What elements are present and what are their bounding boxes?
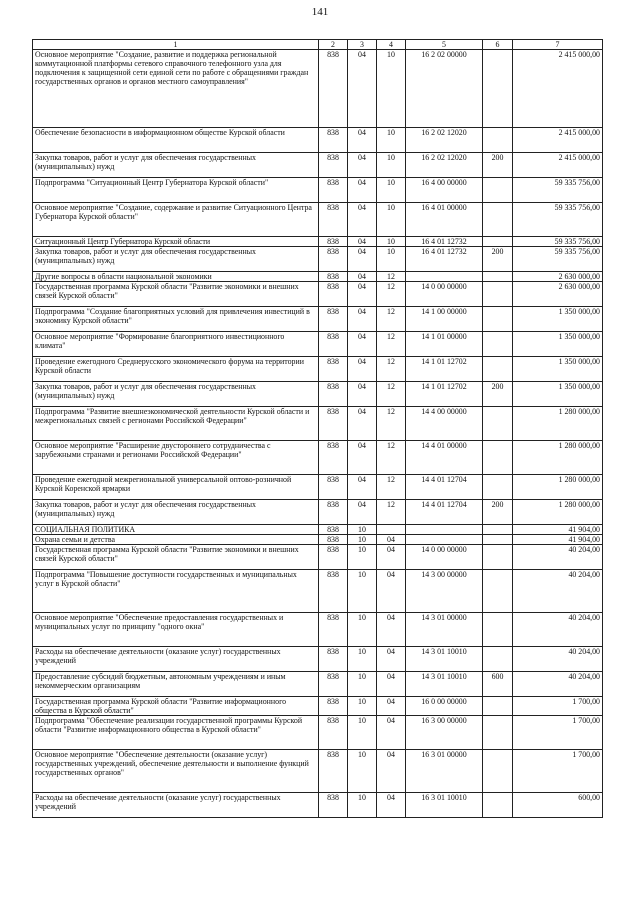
table-row: [33, 716, 603, 750]
target-article-code: 14 1 01 12702: [406, 357, 483, 382]
subsection-code: 10: [377, 203, 406, 237]
expense-type-code: [483, 272, 513, 282]
expense-type-code: [483, 128, 513, 153]
column-header-6: 6: [483, 40, 513, 50]
amount: 40 204,00: [513, 647, 603, 672]
expense-type-code: 200: [483, 247, 513, 272]
table-row: [33, 407, 603, 441]
column-header-1: 1: [33, 40, 319, 50]
section-code: 04: [348, 407, 377, 441]
subsection-code: 12: [377, 282, 406, 307]
ministry-code: 838: [319, 441, 348, 475]
expense-type-code: [483, 237, 513, 247]
subsection-code: 04: [377, 570, 406, 613]
item-name: Закупка товаров, работ и услуг для обеспечения государственных (муниципальных) нужд: [33, 153, 319, 178]
target-article-code: 14 1 00 00000: [406, 307, 483, 332]
item-name: Подпрограмма "Обеспечение реализации государственной программы Курской области "Развитие информационного общества в Курской области": [33, 716, 319, 750]
item-name: Государственная программа Курской области "Развитие информационного общества в Курской области": [33, 697, 319, 716]
table-row: [33, 535, 603, 545]
ministry-code: 838: [319, 613, 348, 647]
ministry-code: 838: [319, 525, 348, 535]
amount: 2 415 000,00: [513, 153, 603, 178]
table-row: [33, 697, 603, 716]
table-row: [33, 153, 603, 178]
section-code: 04: [348, 178, 377, 203]
item-name: Подпрограмма "Развитие внешнеэкономической деятельности Курской области и межрегиональных связей с регионами Российской Федерации": [33, 407, 319, 441]
section-code: 10: [348, 570, 377, 613]
subsection-code: 12: [377, 475, 406, 500]
ministry-code: 838: [319, 500, 348, 525]
expense-type-code: [483, 647, 513, 672]
target-article-code: 14 0 00 00000: [406, 545, 483, 570]
table-row: [33, 178, 603, 203]
subsection-code: 10: [377, 237, 406, 247]
item-name: Основное мероприятие "Обеспечение деятельности (оказание услуг) государственных учреждений, обеспечение деятельности и выполнение функций государственных органов": [33, 750, 319, 793]
subsection-code: 12: [377, 407, 406, 441]
column-header-4: 4: [377, 40, 406, 50]
subsection-code: 04: [377, 716, 406, 750]
target-article-code: 14 1 01 00000: [406, 332, 483, 357]
item-name: Охрана семьи и детства: [33, 535, 319, 545]
item-name: СОЦИАЛЬНАЯ ПОЛИТИКА: [33, 525, 319, 535]
expense-type-code: [483, 282, 513, 307]
section-code: 04: [348, 128, 377, 153]
item-name: Закупка товаров, работ и услуг для обеспечения государственных (муниципальных) нужд: [33, 500, 319, 525]
target-article-code: 14 1 01 12702: [406, 382, 483, 407]
section-code: 04: [348, 475, 377, 500]
table-row: [33, 203, 603, 237]
amount: 1 350 000,00: [513, 357, 603, 382]
section-code: 04: [348, 500, 377, 525]
amount: 40 204,00: [513, 545, 603, 570]
expense-type-code: 200: [483, 382, 513, 407]
ministry-code: 838: [319, 247, 348, 272]
section-code: 10: [348, 525, 377, 535]
ministry-code: 838: [319, 793, 348, 818]
page-number: 141: [311, 6, 329, 18]
subsection-code: 10: [377, 153, 406, 178]
target-article-code: 16 4 01 12732: [406, 247, 483, 272]
item-name: Подпрограмма "Ситуационный Центр Губернатора Курской области": [33, 178, 319, 203]
item-name: Расходы на обеспечение деятельности (оказание услуг) государственных учреждений: [33, 647, 319, 672]
item-name: Подпрограмма "Создание благоприятных условий для привлечения инвестиций в экономику Курской области": [33, 307, 319, 332]
amount: 1 280 000,00: [513, 441, 603, 475]
subsection-code: 12: [377, 272, 406, 282]
expense-type-code: 600: [483, 672, 513, 697]
ministry-code: 838: [319, 535, 348, 545]
target-article-code: 14 4 00 00000: [406, 407, 483, 441]
section-code: 10: [348, 672, 377, 697]
amount: 40 204,00: [513, 570, 603, 613]
expense-type-code: 200: [483, 153, 513, 178]
item-name: Предоставление субсидий бюджетным, автономным учреждениям и иным некоммерческим организациям: [33, 672, 319, 697]
table-row: [33, 307, 603, 332]
item-name: Основное мероприятие "Расширение двустороннего сотрудничества с зарубежными странами и регионами Российской Федерации": [33, 441, 319, 475]
target-article-code: 16 3 00 00000: [406, 716, 483, 750]
amount: 1 700,00: [513, 750, 603, 793]
section-code: 04: [348, 332, 377, 357]
ministry-code: 838: [319, 545, 348, 570]
column-header-5: 5: [406, 40, 483, 50]
ministry-code: 838: [319, 382, 348, 407]
target-article-code: 16 2 02 12020: [406, 153, 483, 178]
section-code: 04: [348, 50, 377, 128]
amount: 1 700,00: [513, 716, 603, 750]
subsection-code: 10: [377, 50, 406, 128]
subsection-code: 12: [377, 332, 406, 357]
table-row: [33, 750, 603, 793]
target-article-code: 14 3 01 10010: [406, 647, 483, 672]
amount: 59 335 756,00: [513, 203, 603, 237]
amount: 1 350 000,00: [513, 307, 603, 332]
section-code: 04: [348, 357, 377, 382]
ministry-code: 838: [319, 203, 348, 237]
ministry-code: 838: [319, 672, 348, 697]
subsection-code: 12: [377, 357, 406, 382]
ministry-code: 838: [319, 128, 348, 153]
ministry-code: 838: [319, 332, 348, 357]
item-name: Ситуационный Центр Губернатора Курской области: [33, 237, 319, 247]
column-header-7: 7: [513, 40, 603, 50]
target-article-code: 16 0 00 00000: [406, 697, 483, 716]
subsection-code: 04: [377, 545, 406, 570]
expense-type-code: [483, 475, 513, 500]
expense-type-code: [483, 613, 513, 647]
target-article-code: 14 4 01 12704: [406, 475, 483, 500]
target-article-code: 16 4 01 00000: [406, 203, 483, 237]
item-name: Проведение ежегодного Среднерусского экономического форума на территории Курской области: [33, 357, 319, 382]
subsection-code: 12: [377, 441, 406, 475]
table-row: [33, 647, 603, 672]
column-header-2: 2: [319, 40, 348, 50]
ministry-code: 838: [319, 357, 348, 382]
target-article-code: [406, 535, 483, 545]
target-article-code: [406, 525, 483, 535]
section-code: 04: [348, 203, 377, 237]
section-code: 04: [348, 272, 377, 282]
section-code: 10: [348, 545, 377, 570]
table-row: [33, 545, 603, 570]
ministry-code: 838: [319, 570, 348, 613]
amount: 1 350 000,00: [513, 382, 603, 407]
table-row: [33, 282, 603, 307]
subsection-code: 12: [377, 500, 406, 525]
expense-type-code: [483, 697, 513, 716]
item-name: Государственная программа Курской области "Развитие экономики и внешних связей Курской области": [33, 282, 319, 307]
item-name: Обеспечение безопасности в информационном обществе Курской области: [33, 128, 319, 153]
section-code: 10: [348, 697, 377, 716]
table-row: [33, 247, 603, 272]
section-code: 04: [348, 307, 377, 332]
target-article-code: 16 3 01 00000: [406, 750, 483, 793]
subsection-code: [377, 525, 406, 535]
subsection-code: 10: [377, 247, 406, 272]
amount: 40 204,00: [513, 672, 603, 697]
item-name: Основное мероприятие "Создание, содержание и развитие Ситуационного Центра Губернатора Курской области": [33, 203, 319, 237]
target-article-code: 14 0 00 00000: [406, 282, 483, 307]
expense-type-code: [483, 793, 513, 818]
amount: 2 415 000,00: [513, 50, 603, 128]
table-row: [33, 475, 603, 500]
section-code: 10: [348, 750, 377, 793]
subsection-code: 04: [377, 613, 406, 647]
target-article-code: 14 4 01 00000: [406, 441, 483, 475]
item-name: Другие вопросы в области национальной экономики: [33, 272, 319, 282]
section-code: 04: [348, 153, 377, 178]
target-article-code: 14 3 00 00000: [406, 570, 483, 613]
target-article-code: 16 2 02 00000: [406, 50, 483, 128]
section-code: 04: [348, 237, 377, 247]
expense-type-code: [483, 203, 513, 237]
item-name: Подпрограмма "Повышение доступности государственных и муниципальных услуг в Курской области": [33, 570, 319, 613]
section-code: 10: [348, 793, 377, 818]
table-row: [33, 441, 603, 475]
item-name: Проведение ежегодной межрегиональной универсальной оптово-розничной Курской Коренской ярмарки: [33, 475, 319, 500]
amount: 59 335 756,00: [513, 247, 603, 272]
expense-type-code: [483, 307, 513, 332]
ministry-code: 838: [319, 178, 348, 203]
amount: 1 280 000,00: [513, 500, 603, 525]
expense-type-code: [483, 535, 513, 545]
amount: 41 904,00: [513, 525, 603, 535]
ministry-code: 838: [319, 697, 348, 716]
subsection-code: 04: [377, 750, 406, 793]
amount: 1 350 000,00: [513, 332, 603, 357]
item-name: Основное мероприятие "Создание, развитие и поддержка региональной коммутационной платформы сетевого справочного телефонного узла для подключения к защищенной сети единой сети по работе с обращениями граждан государственных органов и органов местного самоуправления": [33, 50, 319, 128]
expense-type-code: [483, 357, 513, 382]
table-row: [33, 500, 603, 525]
table-row: [33, 672, 603, 697]
table-row: [33, 357, 603, 382]
ministry-code: 838: [319, 407, 348, 441]
subsection-code: 12: [377, 307, 406, 332]
item-name: Закупка товаров, работ и услуг для обеспечения государственных (муниципальных) нужд: [33, 247, 319, 272]
subsection-code: 10: [377, 178, 406, 203]
ministry-code: 838: [319, 50, 348, 128]
table-row: [33, 237, 603, 247]
amount: 1 280 000,00: [513, 475, 603, 500]
ministry-code: 838: [319, 237, 348, 247]
expense-type-code: [483, 407, 513, 441]
table-row: [33, 525, 603, 535]
section-code: 04: [348, 282, 377, 307]
section-code: 04: [348, 382, 377, 407]
section-code: 10: [348, 647, 377, 672]
ministry-code: 838: [319, 475, 348, 500]
subsection-code: 04: [377, 697, 406, 716]
amount: 40 204,00: [513, 613, 603, 647]
expense-type-code: 200: [483, 500, 513, 525]
header-row: [33, 40, 603, 50]
ministry-code: 838: [319, 153, 348, 178]
section-code: 04: [348, 247, 377, 272]
target-article-code: 16 3 01 10010: [406, 793, 483, 818]
expense-type-code: [483, 750, 513, 793]
item-name: Закупка товаров, работ и услуг для обеспечения государственных (муниципальных) нужд: [33, 382, 319, 407]
ministry-code: 838: [319, 647, 348, 672]
amount: 59 335 756,00: [513, 237, 603, 247]
budget-table: [32, 39, 603, 818]
item-name: Государственная программа Курской области "Развитие экономики и внешних связей Курской области": [33, 545, 319, 570]
ministry-code: 838: [319, 716, 348, 750]
target-article-code: 16 4 00 00000: [406, 178, 483, 203]
expense-type-code: [483, 441, 513, 475]
expense-type-code: [483, 525, 513, 535]
table-body: [33, 50, 603, 818]
column-header-3: 3: [348, 40, 377, 50]
section-code: 10: [348, 716, 377, 750]
item-name: Основное мероприятие "Формирование благоприятного инвестиционного климата": [33, 332, 319, 357]
target-article-code: 14 4 01 12704: [406, 500, 483, 525]
expense-type-code: [483, 545, 513, 570]
table-row: [33, 570, 603, 613]
expense-type-code: [483, 716, 513, 750]
section-code: 10: [348, 613, 377, 647]
amount: 1 280 000,00: [513, 407, 603, 441]
table-row: [33, 272, 603, 282]
subsection-code: 04: [377, 672, 406, 697]
subsection-code: 04: [377, 647, 406, 672]
target-article-code: 14 3 01 00000: [406, 613, 483, 647]
subsection-code: 04: [377, 535, 406, 545]
expense-type-code: [483, 50, 513, 128]
section-code: 04: [348, 441, 377, 475]
amount: 600,00: [513, 793, 603, 818]
target-article-code: [406, 272, 483, 282]
target-article-code: 16 4 01 12732: [406, 237, 483, 247]
target-article-code: 16 2 02 12020: [406, 128, 483, 153]
ministry-code: 838: [319, 307, 348, 332]
subsection-code: 10: [377, 128, 406, 153]
subsection-code: 04: [377, 793, 406, 818]
amount: 2 630 000,00: [513, 282, 603, 307]
table-row: [33, 613, 603, 647]
target-article-code: 14 3 01 10010: [406, 672, 483, 697]
table-row: [33, 382, 603, 407]
amount: 41 904,00: [513, 535, 603, 545]
subsection-code: 12: [377, 382, 406, 407]
section-code: 10: [348, 535, 377, 545]
ministry-code: 838: [319, 282, 348, 307]
expense-type-code: [483, 332, 513, 357]
ministry-code: 838: [319, 272, 348, 282]
expense-type-code: [483, 178, 513, 203]
amount: 59 335 756,00: [513, 178, 603, 203]
table-row: [33, 128, 603, 153]
table-row: [33, 332, 603, 357]
table-row: [33, 50, 603, 128]
ministry-code: 838: [319, 750, 348, 793]
amount: 2 630 000,00: [513, 272, 603, 282]
item-name: Расходы на обеспечение деятельности (оказание услуг) государственных учреждений: [33, 793, 319, 818]
item-name: Основное мероприятие "Обеспечение предоставления государственных и муниципальных услуг по принципу "одного окна": [33, 613, 319, 647]
table-row: [33, 793, 603, 818]
amount: 1 700,00: [513, 697, 603, 716]
amount: 2 415 000,00: [513, 128, 603, 153]
expense-type-code: [483, 570, 513, 613]
